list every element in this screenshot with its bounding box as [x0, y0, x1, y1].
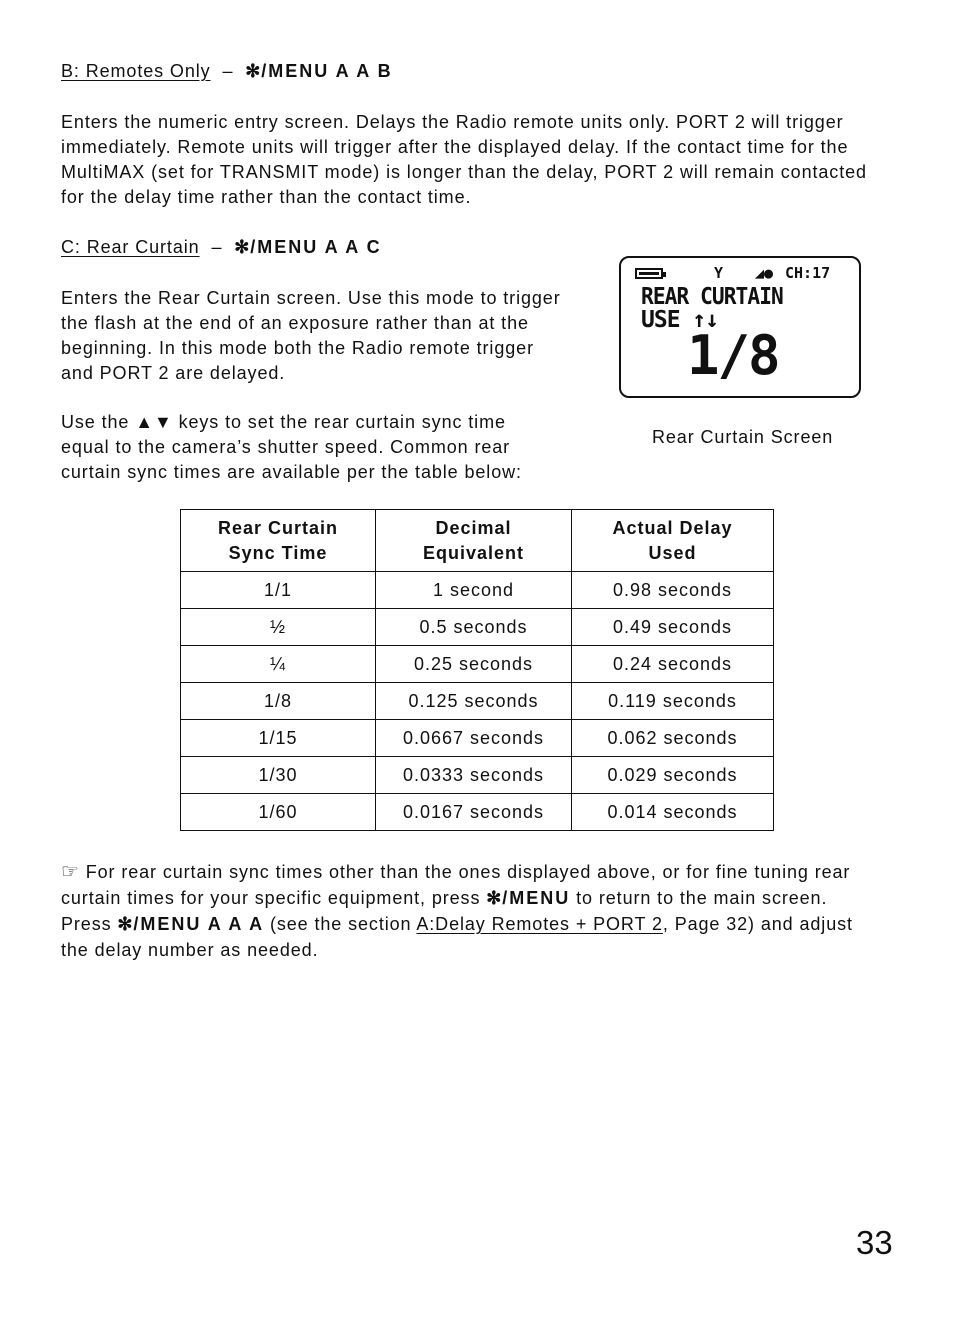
table-cell: 0.0167 seconds: [376, 794, 572, 831]
col-header-decimal: [376, 510, 572, 572]
star-icon: ✻: [486, 888, 503, 908]
table-cell: 0.014 seconds: [572, 794, 774, 831]
table-header-row: [181, 510, 774, 572]
table-cell: 0.25 seconds: [376, 646, 572, 683]
signal-icon: ◢●: [755, 264, 774, 282]
col-header-label: Actual Delay Used: [612, 517, 733, 563]
table-cell: 0.119 seconds: [572, 683, 774, 720]
section-c-para1: Enters the Rear Curtain screen. Use this mode to trigger the flash at the end of an exposure rather than at the beginning. In this mode both the Radio remote trigger and PORT 2 are delayed.: [61, 288, 561, 383]
table-cell: 1/15: [181, 720, 376, 757]
lcd-caption: Rear Curtain Screen: [652, 427, 834, 447]
lcd-line1: REAR CURTAIN: [641, 284, 783, 310]
dash: –: [211, 237, 223, 257]
star-icon: ✻: [234, 237, 251, 257]
table-cell: 1 second: [376, 572, 572, 609]
col-header-label: Rear Curtain Sync Time: [217, 517, 339, 563]
section-b-heading: B: Remotes Only: [61, 61, 211, 81]
sync-time-table: [180, 509, 774, 831]
section-b-heading-line: [61, 59, 393, 84]
table-row: [181, 720, 774, 757]
table-cell: 0.24 seconds: [572, 646, 774, 683]
dash: –: [222, 61, 234, 81]
note-text: (see the section: [264, 914, 417, 934]
menu-path: /MENU: [502, 888, 571, 908]
menu-path: /MENU A A B: [261, 61, 393, 81]
table-cell: 1/60: [181, 794, 376, 831]
table-row: [181, 572, 774, 609]
table-cell: 0.0333 seconds: [376, 757, 572, 794]
table-cell: 0.125 seconds: [376, 683, 572, 720]
table-cell: 0.0667 seconds: [376, 720, 572, 757]
table-cell: ¼: [181, 646, 376, 683]
lcd-screen: [619, 256, 861, 398]
lcd-line2: USE ↑↓: [641, 307, 719, 333]
lcd-channel: CH:17: [785, 264, 831, 282]
section-c-heading-line: [61, 235, 382, 260]
battery-icon: [635, 268, 663, 279]
section-reference-link[interactable]: A:Delay Remotes + PORT 2: [416, 914, 663, 934]
table-row: [181, 794, 774, 831]
menu-path: /MENU A A A: [133, 914, 265, 934]
table-cell: 0.5 seconds: [376, 609, 572, 646]
table-row: [181, 646, 774, 683]
col-header-actual-delay: [572, 510, 774, 572]
table-cell: 1/1: [181, 572, 376, 609]
page-number: 33: [856, 1224, 893, 1261]
table-cell: 1/30: [181, 757, 376, 794]
table-cell: 0.49 seconds: [572, 609, 774, 646]
section-b-body: Enters the numeric entry screen. Delays the Radio remote units only. PORT 2 will trigger immediately. Remote units will trigger after the displayed delay. If the contact time for the MultiMAX (set for TRANSMIT mode) is longer than the delay, PORT 2 will remain contacted for the delay time rather than the contact time.: [61, 112, 867, 207]
section-c-para2: Use the ▲▼ keys to set the rear curtain sync time equal to the camera’s shutter speed. Common rear curtain sync times are available per the table below:: [61, 412, 522, 482]
table-row: [181, 757, 774, 794]
lcd-value: 1/8: [687, 324, 779, 387]
table-cell: 0.98 seconds: [572, 572, 774, 609]
antenna-icon: Y: [714, 264, 724, 282]
note-text: For rear curtain sync times other than the ones displayed above, or for fine tuning rear curtain times for your specific equipment, press: [61, 862, 851, 908]
col-header-sync-time: [181, 510, 376, 572]
star-icon: ✻: [245, 61, 262, 81]
star-icon: ✻: [117, 914, 134, 934]
table-row: [181, 609, 774, 646]
note-text: to return to the main screen. Press: [61, 888, 828, 934]
table-cell: 0.029 seconds: [572, 757, 774, 794]
table-cell: 0.062 seconds: [572, 720, 774, 757]
section-c-heading: C: Rear Curtain: [61, 237, 200, 257]
table-cell: ½: [181, 609, 376, 646]
col-header-label: Decimal Equivalent: [422, 517, 525, 563]
pointing-hand-icon: ☞: [61, 861, 80, 883]
menu-path: /MENU A A C: [250, 237, 382, 257]
note-text: , Page 32) and adjust the delay number as needed.: [61, 914, 853, 960]
table-cell: 1/8: [181, 683, 376, 720]
table-row: [181, 683, 774, 720]
note-paragraph: [61, 859, 861, 963]
